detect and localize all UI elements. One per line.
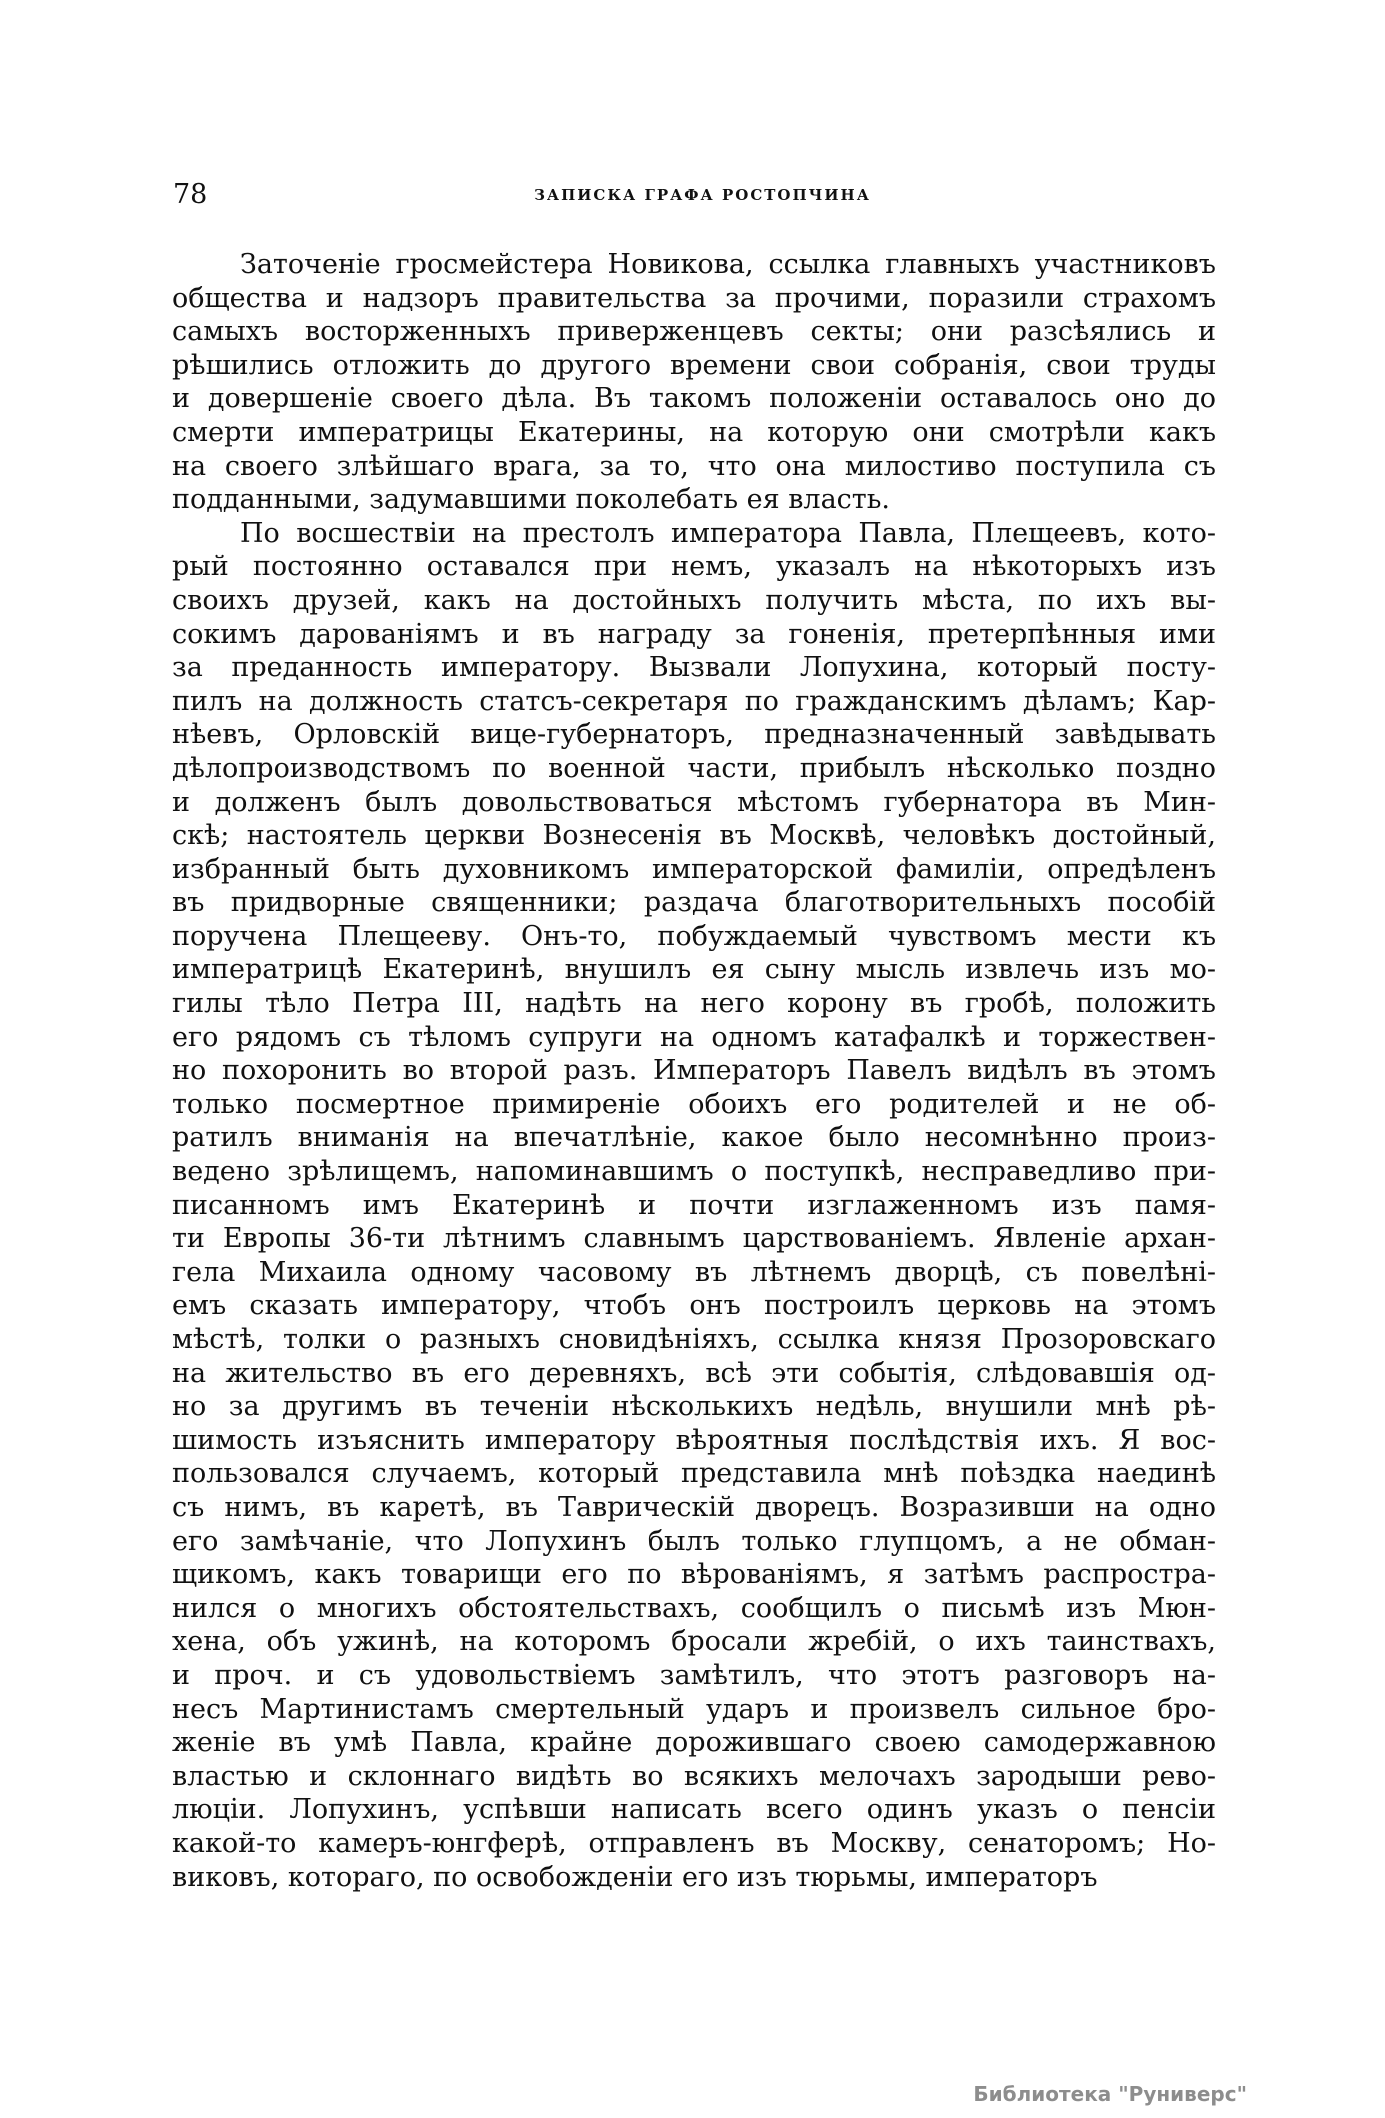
text-line: и довершеніе своего дѣла. Въ такомъ положеніи оставалось оно до [172,383,1216,415]
text-line: ти Европы 36-ти лѣтнимъ славнымъ царствованіемъ. Явленіе архан- [172,1223,1216,1255]
text-line: его замѣчаніе, что Лопухинъ былъ только глупцомъ, а не обман- [172,1525,1216,1557]
text-line: за преданность императору. Вызвали Лопухина, который посту- [172,652,1216,684]
text-line: своихъ друзей, какъ на достойныхъ получить мѣста, по ихъ вы- [172,584,1216,616]
text-line: какой-то камеръ-юнгферѣ, отправленъ въ Москву, сенаторомъ; Но- [172,1827,1216,1859]
text-line: гилы тѣло Петра III, надѣть на него корону въ гробѣ, положить [172,988,1216,1020]
text-line: пилъ на должность статсъ-секретаря по гражданскимъ дѣламъ; Кар- [172,685,1216,717]
text-line: его рядомъ съ тѣломъ супруги на одномъ катафалкѣ и торжествен- [172,1021,1216,1053]
body-text [172,248,1216,1894]
text-line: ратилъ вниманія на впечатлѣніе, какое было несомнѣнно произ- [172,1122,1216,1154]
text-line: только посмертное примиреніе обоихъ его родителей и не об- [172,1088,1216,1120]
text-line: шимость изъяснить императору вѣроятныя послѣдствія ихъ. Я вос- [172,1424,1216,1456]
text-line: самыхъ восторженныхъ приверженцевъ секты; они разсѣялись и [172,316,1216,348]
text-line: мѣстѣ, толки о разныхъ сновидѣніяхъ, ссылка князя Прозоровскаго [172,1324,1216,1355]
library-watermark: Библиотека "Руниверс" [973,2082,1247,2106]
text-line: По восшествіи на престолъ императора Павла, Плещеевъ, кото- [240,517,1216,549]
text-line: съ нимъ, въ каретѣ, въ Таврическій дворецъ. Возразивши на одно [172,1491,1216,1523]
text-line: женіе въ умѣ Павла, крайне дорожившаго своею самодержавною [172,1727,1216,1759]
text-line: писанномъ имъ Екатеринѣ и почти изглаженномъ изъ памя- [172,1189,1216,1221]
text-line: рый постоянно оставался при немъ, указалъ на нѣкоторыхъ изъ [172,551,1216,583]
text-line: поручена Плещееву. Онъ-то, побуждаемый чувствомъ мести къ [172,920,1216,952]
running-title: ЗАПИСКА ГРАФА РОСТОПЧИНА [534,186,871,204]
text-line: щикомъ, какъ товарищи его по вѣрованіямъ, я затѣмъ распростра- [172,1559,1216,1591]
text-line: смерти императрицы Екатерины, на которую они смотрѣли какъ [172,416,1216,448]
text-line: Заточеніе гросмейстера Новикова, ссылка главныхъ участниковъ [240,249,1216,280]
text-line: императрицѣ Екатеринѣ, внушилъ ея сыну мысль извлечь изъ мо- [172,954,1216,986]
text-line: люціи. Лопухинъ, успѣвши написать всего одинъ указъ о пенсіи [172,1794,1216,1826]
page-number: 78 [173,179,208,210]
text-line: несъ Мартинистамъ смертельный ударъ и произвелъ сильное бро- [172,1693,1216,1725]
text-line: хена, объ ужинѣ, на которомъ бросали жребій, о ихъ таинствахъ, [172,1626,1216,1658]
text-line: ведено зрѣлищемъ, напоминавшимъ о поступкѣ, несправедливо при- [172,1156,1216,1188]
text-line: общества и надзоръ правительства за прочими, поразили страхомъ [172,282,1216,314]
text-line: и проч. и съ удовольствіемъ замѣтилъ, что этотъ разговоръ на- [172,1659,1216,1691]
text-line: гела Михаила одному часовому въ лѣтнемъ дворцѣ, съ повелѣні- [172,1256,1216,1288]
text-line: нѣевъ, Орловскій вице-губернаторъ, предназначенный завѣдывать [172,719,1216,751]
text-line: скѣ; настоятель церкви Вознесенія въ Москвѣ, человѣкъ достойный, [172,820,1216,852]
text-line: подданными, задумавшими поколебать ея власть. [172,484,891,516]
text-line: и долженъ былъ довольствоваться мѣстомъ губернатора въ Мин- [172,786,1216,818]
text-line: на своего злѣйшаго врага, за то, что она милостиво поступила съ [172,450,1216,482]
text-line: нился о многихъ обстоятельствахъ, сообщилъ о письмѣ изъ Мюн- [172,1592,1216,1624]
text-line: емъ сказать императору, чтобъ онъ построилъ церковь на этомъ [172,1290,1216,1322]
text-line: на жительство въ его деревняхъ, всѣ эти событія, слѣдовавшія од- [172,1357,1216,1389]
text-line: властью и склоннаго видѣть во всякихъ мелочахъ зародыши рево- [172,1760,1216,1792]
text-line: избранный быть духовникомъ императорской фамиліи, опредѣленъ [172,853,1216,885]
text-line: виковъ, котораго, по освобожденіи его изъ тюрьмы, императоръ [172,1861,1098,1893]
text-line: рѣшились отложить до другого времени свои собранія, свои труды [172,349,1216,381]
text-line: дѣлопроизводствомъ по военной части, прибылъ нѣсколько поздно [172,752,1216,784]
text-line: но за другимъ въ теченіи нѣсколькихъ недѣль, внушили мнѣ рѣ- [172,1391,1216,1423]
text-line: сокимъ дарованіямъ и въ награду за гоненія, претерпѣнныя ими [172,618,1216,650]
text-line: но похоронить во второй разъ. Императоръ Павелъ видѣлъ въ этомъ [172,1055,1216,1087]
text-line: въ придворные священники; раздача благотворительныхъ пособій [172,887,1216,919]
text-line: пользовался случаемъ, который представила мнѣ поѣздка наединѣ [172,1458,1216,1490]
